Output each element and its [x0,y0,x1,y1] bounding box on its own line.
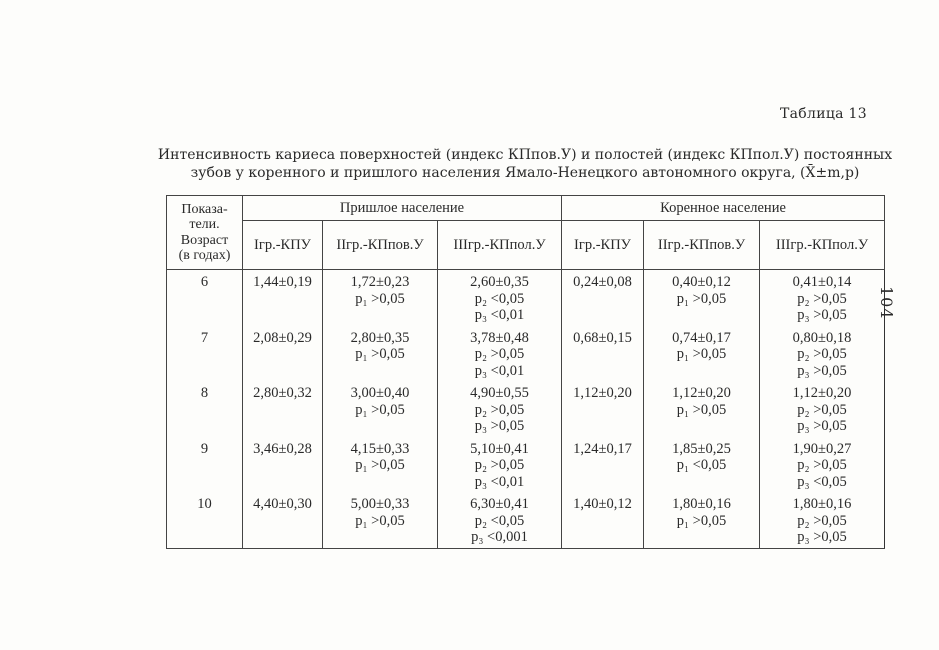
sub-header: IIгр.-КПпов.У [323,221,438,270]
mean-value: 1,80±0,16 [792,496,852,512]
p-value: p₃ <0,001 [471,529,528,545]
value-cell [760,492,885,548]
mean-value: 5,10±0,41 [470,440,529,457]
mean-value: 4,40±0,30 [253,496,312,512]
value-cell [323,381,438,437]
sub-header: Iгр.-КПУ [562,221,644,270]
value-cell [323,437,438,493]
caption-line: зубов у коренного и пришлого населения Ямало-Ненецкого автономного округа, (X̄±m,p) [190,165,860,181]
mean-value: 1,12±0,20 [573,385,632,401]
value-cell [438,270,562,326]
value-cell [644,326,760,382]
p-value: p₂ >0,05 [797,457,847,473]
mean-value: 1,12±0,20 [672,385,731,401]
value-cell [644,492,760,548]
value-cell [760,270,885,326]
age-header-line: (в годах) [178,248,231,263]
p-value: p₃ <0,01 [474,307,525,323]
p-value: p₂ <0,05 [474,512,525,529]
age-header-line: Показа- [181,201,228,217]
mean-value: 0,24±0,08 [573,274,632,290]
value-cell [323,326,438,382]
mean-value: 1,12±0,20 [792,385,852,401]
value-cell [243,381,323,437]
p-value: p₂ >0,05 [797,401,847,418]
p-value: p₃ >0,05 [797,362,847,379]
p-value: p₁ >0,05 [355,290,405,307]
value-cell [243,492,323,548]
value-cell [438,381,562,437]
value-cell [562,270,644,326]
value-cell [562,381,644,437]
mean-value: 1,85±0,25 [672,440,731,457]
value-cell [438,326,562,382]
p-value: p₃ >0,05 [797,529,847,545]
table-body [167,270,885,549]
sub-header: IIгр.-КПпов.У [644,221,760,270]
table-row [167,492,885,548]
table-caption [150,146,900,182]
value-cell [562,492,644,548]
mean-value: 0,41±0,14 [792,274,852,290]
p-value: p₂ >0,05 [797,512,847,529]
p-value: p₁ >0,05 [355,457,405,473]
mean-value: 4,15±0,33 [350,440,410,457]
mean-value: 4,90±0,55 [470,385,529,401]
mean-value: 0,68±0,15 [573,329,632,346]
mean-value: 1,40±0,12 [573,496,632,512]
age-header-line: Возраст [180,232,229,248]
sub-header: IIIгр.-КПпол.У [760,221,885,270]
p-value: p₃ >0,05 [797,307,847,323]
page-number: 104 [877,286,896,320]
sub-header: Iгр.-КПУ [243,221,323,270]
table-row [167,326,885,382]
value-cell [644,437,760,493]
value-cell [243,437,323,493]
age-cell: 7 [167,326,243,382]
mean-value: 1,80±0,16 [672,496,731,512]
value-cell [562,437,644,493]
table-row [167,381,885,437]
p-value: p₂ >0,05 [474,401,525,418]
mean-value: 2,08±0,29 [253,329,312,346]
p-value: p₂ >0,05 [797,346,847,362]
value-cell [760,437,885,493]
sub-header: IIIгр.-КПпол.У [438,221,562,270]
value-cell [438,437,562,493]
caries-intensity-table [166,195,885,549]
mean-value: 6,30±0,41 [470,496,529,512]
mean-value: 2,60±0,35 [470,274,529,290]
table-label: Таблица 13 [780,106,867,122]
p-value: p₃ <0,01 [474,362,525,379]
value-cell [323,492,438,548]
group-header-migrant: Пришлое население [243,196,562,221]
p-value: p₁ >0,05 [355,512,405,529]
p-value: p₂ >0,05 [797,290,847,307]
value-cell [760,326,885,382]
mean-value: 0,74±0,17 [672,329,731,346]
value-cell [243,270,323,326]
mean-value: 1,24±0,17 [573,440,632,457]
p-value: p₂ >0,05 [474,346,525,362]
p-value: p₁ >0,05 [355,401,405,418]
p-value: p₁ <0,05 [676,457,727,473]
caption-line: Интенсивность кариеса поверхностей (индекс КПпов.У) и полостей (индекс КПпол.У) постоянных [157,147,893,163]
value-cell [323,270,438,326]
p-value: p₁ >0,05 [676,512,727,529]
p-value: p₃ >0,05 [474,418,525,434]
age-column-header [167,196,243,270]
p-value: p₃ >0,05 [797,418,847,434]
mean-value: 2,80±0,35 [350,329,410,346]
mean-value: 1,44±0,19 [253,274,312,290]
group-header-indigenous: Коренное население [562,196,885,221]
mean-value: 2,80±0,32 [253,385,312,401]
age-cell: 9 [167,437,243,493]
mean-value: 3,46±0,28 [253,440,312,457]
age-cell: 10 [167,492,243,548]
mean-value: 3,78±0,48 [470,329,529,346]
p-value: p₃ <0,01 [474,473,525,490]
value-cell [644,270,760,326]
age-cell: 8 [167,381,243,437]
p-value: p₂ <0,05 [474,290,525,307]
value-cell [562,326,644,382]
value-cell [760,381,885,437]
value-cell [438,492,562,548]
table-row [167,270,885,326]
value-cell [243,326,323,382]
mean-value: 0,40±0,12 [672,274,731,290]
mean-value: 1,72±0,23 [350,274,410,290]
p-value: p₃ <0,05 [797,473,847,490]
p-value: p₁ >0,05 [676,290,727,307]
mean-value: 3,00±0,40 [350,385,410,401]
mean-value: 1,90±0,27 [792,440,852,457]
value-cell [644,381,760,437]
p-value: p₁ >0,05 [676,346,727,362]
age-header-line: тели. [189,217,220,232]
table-row [167,437,885,493]
p-value: p₂ >0,05 [474,457,525,473]
p-value: p₁ >0,05 [355,346,405,362]
mean-value: 5,00±0,33 [350,496,410,512]
mean-value: 0,80±0,18 [792,329,852,346]
age-cell: 6 [167,270,243,326]
p-value: p₁ >0,05 [676,401,727,418]
